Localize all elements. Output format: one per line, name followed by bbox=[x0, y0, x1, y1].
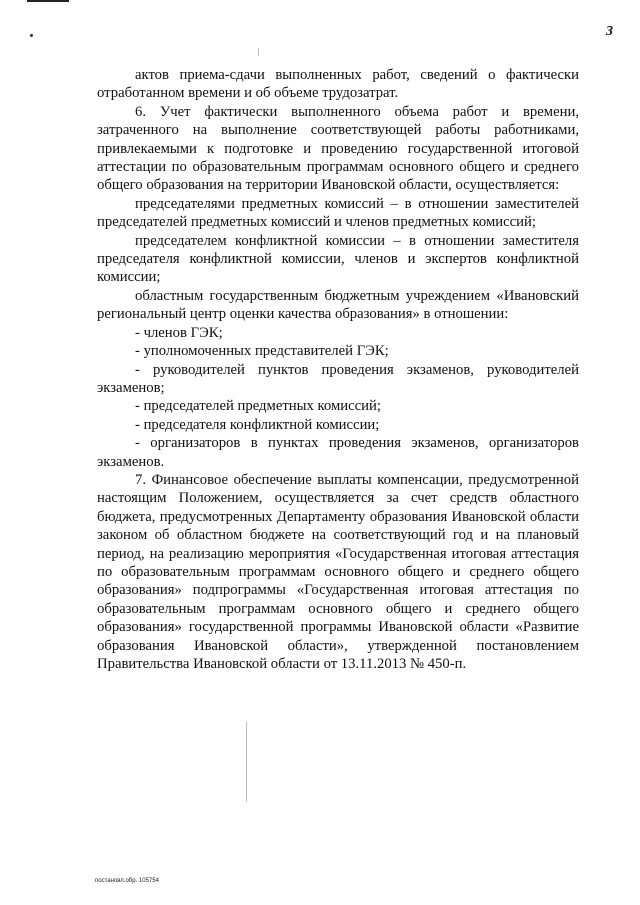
scan-speck bbox=[258, 48, 259, 56]
scan-mark bbox=[30, 34, 33, 37]
paragraph: - членов ГЭК; bbox=[135, 324, 223, 341]
paragraph: областным государственным бюджетным учреждением «Ивановский региональный центр оценки качества образования» в отношении: bbox=[97, 287, 579, 323]
paragraph: - председателей предметных комиссий; bbox=[135, 398, 381, 415]
page-number: 3 bbox=[606, 24, 613, 39]
paragraph: - уполномоченных представителей ГЭК; bbox=[135, 343, 389, 360]
paragraph: - председателя конфликтной комиссии; bbox=[135, 416, 380, 433]
paragraph: - организаторов в пунктах проведения экзаменов, организаторов экзаменов. bbox=[97, 435, 579, 470]
scan-speck bbox=[246, 722, 247, 802]
paragraph: - руководителей пунктов проведения экзаменов, руководителей экзаменов; bbox=[97, 361, 579, 396]
top-edge-rule bbox=[27, 0, 69, 2]
paragraph: актов приема-сдачи выполненных работ, сведений о фактически отработанном времени и об объеме трудозатрат. bbox=[97, 67, 579, 102]
document-body bbox=[97, 66, 579, 673]
paragraph: председателем конфликтной комиссии – в отношении заместителя председателя конфликтной комиссии, членов и экспертов конфликтной комиссии; bbox=[97, 232, 579, 286]
paragraph: председателями предметных комиссий – в отношении заместителей председателей предметных комиссий и членов предметных комиссий; bbox=[97, 195, 579, 231]
footer-code: постановл.обр. 105754 bbox=[95, 878, 159, 884]
paragraph: 6. Учет фактически выполненного объема работ и времени, затраченного на выполнение соответствующей работы работниками, привлекаемыми к подготовке и проведению государственной итоговой аттестации по образовательным программам основного общего и среднего общего образования на территории Ивановской области, осуществляется: bbox=[97, 103, 579, 194]
paragraph: 7. Финансовое обеспечение выплаты компенсации, предусмотренной настоящим Положением, осуществляется за счет средств областного бюджета, предусмотренных Департаменту образования Ивановской области законом об областном бюджете на соответствующий год и на плановый период, на реализацию мероприятия «Государственная итоговая аттестация по образовательным программам основного общего и среднего общего образования» подпрограммы «Государственная итоговая аттестация по образовательным программам основного общего и среднего общего образования» государственной программы Ивановской области «Развитие образования Ивановской области», утвержденной постановлением Правительства Ивановской области от 13.11.2013 № 450-п. bbox=[97, 471, 579, 672]
